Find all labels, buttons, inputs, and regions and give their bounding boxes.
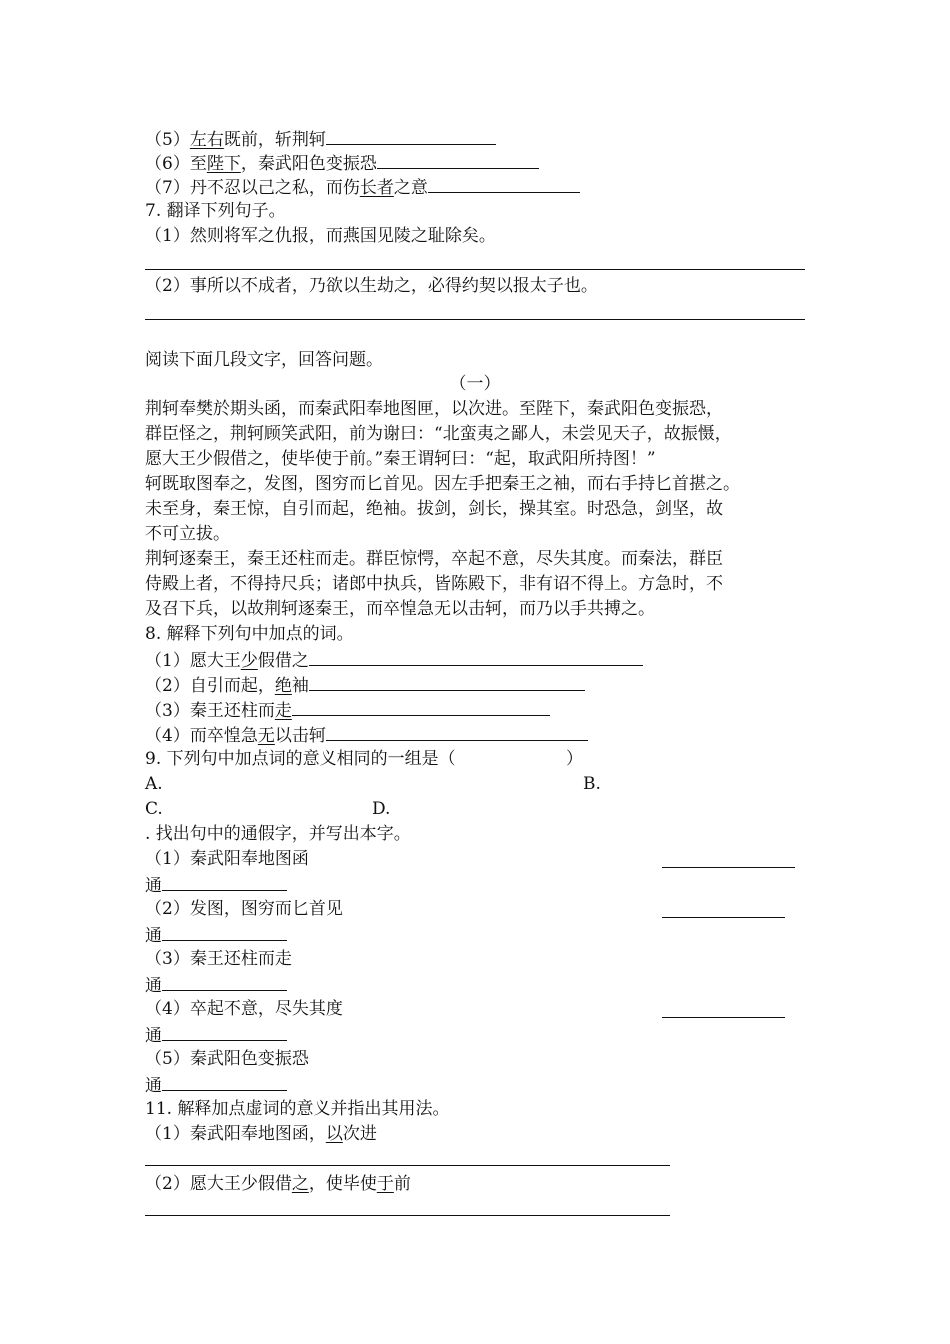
answer-line[interactable] (145, 269, 805, 270)
q10-tong-row: 通 (145, 1022, 287, 1046)
option-a[interactable]: A. (145, 774, 163, 794)
marked-word: 走 (274, 701, 292, 721)
q11-sentence-1: （1）秦武阳奉地图函，以次进 (145, 1124, 377, 1144)
q8-item-1: （1）愿大王少假借之 (145, 647, 643, 671)
answer-blank[interactable] (292, 697, 550, 716)
section-heading: （一） (449, 374, 501, 394)
q10-item-5: （5）秦武阳色变振恐 (145, 1049, 309, 1069)
q10-title: . 找出句中的通假字，并写出本字。 (145, 824, 411, 844)
marked-word: 陛下 (206, 154, 241, 174)
passage-line: 及召下兵，以故荆轲逐秦王，而卒惶急无以击轲，而乃以手共搏之。 (145, 599, 655, 619)
q10-tong-row: 通 (145, 1072, 287, 1096)
passage-line: 不可立拔。 (145, 524, 230, 544)
answer-blank[interactable] (162, 922, 287, 941)
q10-item-3: （3）秦王还柱而走 (145, 949, 292, 969)
answer-blank[interactable] (326, 126, 496, 145)
marked-word: 之 (291, 1174, 309, 1194)
q8-title: 8. 解释下列句中加点的词。 (145, 624, 354, 644)
q10-item-1: （1）秦武阳奉地图函 (145, 849, 309, 869)
marked-word: 以 (325, 1124, 343, 1144)
option-d[interactable]: D. (372, 799, 391, 819)
q8-item-2: （2）自引而起，绝袖 (145, 672, 585, 696)
passage-line: 荆轲逐秦王，秦王还柱而走。群臣惊愕，卒起不意，尽失其度。而秦法，群臣 (145, 549, 723, 569)
answer-blank[interactable] (309, 647, 643, 666)
answer-blank[interactable] (326, 722, 588, 741)
answer-line[interactable] (145, 319, 805, 320)
passage-line: 荆轲奉樊於期头函，而秦武阳奉地图匣，以次进。至陛下，秦武阳色变振恐， (145, 399, 723, 419)
marked-word: 无 (257, 726, 275, 746)
answer-blank[interactable] (162, 1072, 287, 1091)
marked-word: 左右 (189, 130, 224, 150)
marked-word: 少 (240, 651, 258, 671)
answer-line[interactable] (662, 867, 795, 868)
answer-line[interactable] (662, 917, 785, 918)
q11-sentence-2: （2）愿大王少假借之，使毕使于前 (145, 1174, 411, 1194)
q6-item-6: （6）至陛下，秦武阳色变振恐 (145, 150, 539, 174)
q11-title: 11. 解释加点虚词的意义并指出其用法。 (145, 1099, 450, 1119)
answer-blank[interactable] (162, 1022, 287, 1041)
option-b[interactable]: B. (583, 774, 601, 794)
answer-blank[interactable] (162, 972, 287, 991)
passage-line: 侍殿上者，不得持尺兵；诸郎中执兵，皆陈殿下，非有诏不得上。方急时，不 (145, 574, 723, 594)
answer-blank[interactable] (309, 672, 585, 691)
q6-item-5: （5）左右既前，斩荆轲 (145, 126, 496, 150)
q10-tong-row: 通 (145, 972, 287, 996)
q8-item-3: （3）秦王还柱而走 (145, 697, 550, 721)
marked-word: 于 (376, 1174, 394, 1194)
answer-blank[interactable] (162, 872, 287, 891)
reading-intro: 阅读下面几段文字，回答问题。 (145, 350, 383, 370)
q9-title: 9. 下列句中加点词的意义相同的一组是（ (145, 749, 456, 769)
q10-item-4: （4）卒起不意，尽失其度 (145, 999, 343, 1019)
answer-blank[interactable] (377, 150, 539, 169)
marked-word: 长者 (359, 178, 394, 198)
answer-line[interactable] (662, 1017, 785, 1018)
q8-item-4: （4）而卒惶急无以击轲 (145, 722, 588, 746)
q10-tong-row: 通 (145, 872, 287, 896)
answer-line[interactable] (145, 1215, 670, 1216)
q10-tong-row: 通 (145, 922, 287, 946)
passage-line: 未至身，秦王惊，自引而起，绝袖。拔剑，剑长，操其室。时恐急，剑坚，故 (145, 499, 723, 519)
q10-item-2: （2）发图，图穷而匕首见 (145, 899, 343, 919)
passage-line: 群臣怪之，荆轲顾笑武阳，前为谢曰：“北蛮夷之鄙人，未尝见天子，故振慑， (145, 424, 732, 444)
answer-line[interactable] (145, 1165, 670, 1166)
passage-line: 愿大王少假借之，使毕使于前。”秦王谓轲曰：“起，取武阳所持图！” (145, 449, 656, 469)
q7-sentence-1: （1）然则将军之仇报，而燕国见陵之耻除矣。 (145, 226, 496, 246)
passage-line: 轲既取图奉之，发图，图穷而匕首见。因左手把秦王之袖，而右手持匕首揕之。 (145, 474, 740, 494)
answer-blank[interactable] (428, 174, 580, 193)
marked-word: 绝 (274, 676, 292, 696)
q7-title: 7. 翻译下列句子。 (145, 201, 286, 221)
q6-item-7: （7）丹不忍以己之私，而伤长者之意 (145, 174, 580, 198)
option-c[interactable]: C. (145, 799, 163, 819)
q7-sentence-2: （2）事所以不成者，乃欲以生劫之，必得约契以报太子也。 (145, 276, 598, 296)
q9-close-paren: ） (566, 749, 583, 769)
